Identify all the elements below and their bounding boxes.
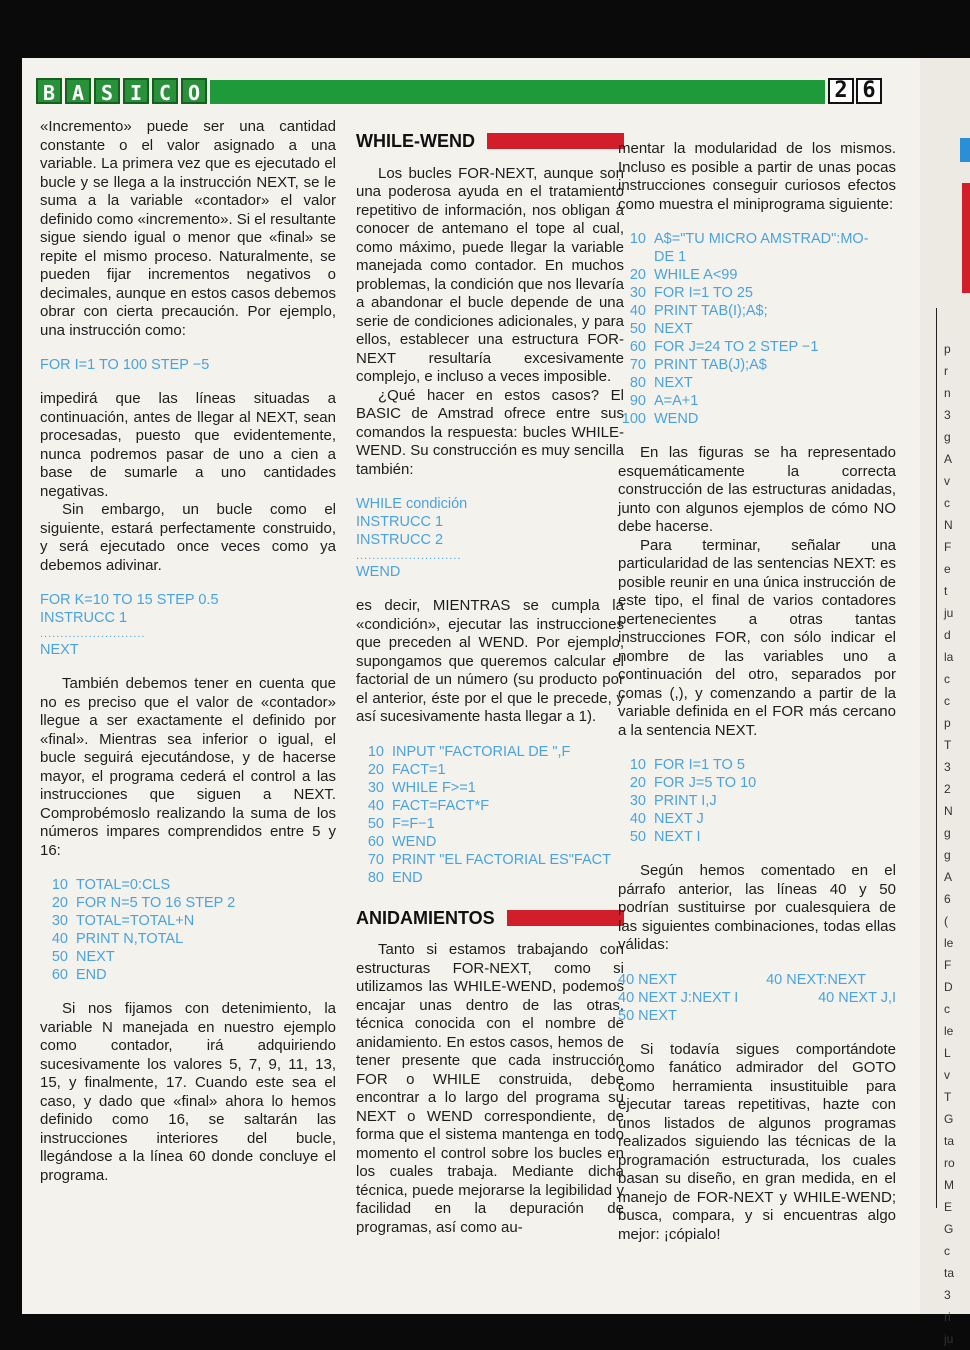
paragraph: mentar la modularidad de los mismos. Incluso es posible a partir de unas pocas instrucciones conseguir curiosos efectos como muestra el miniprograma siguiente: (618, 140, 896, 213)
code-text: A=A+1 (654, 393, 699, 409)
line-number: 20 (367, 761, 384, 778)
code-line (618, 302, 896, 320)
code-text: FOR J=24 TO 2 STEP −1 (654, 339, 819, 355)
column-3 (618, 140, 896, 1244)
column-2 (330, 132, 624, 1237)
code-line (40, 930, 336, 948)
section-title: ANIDAMIENTOS (356, 907, 495, 928)
code-line: INSTRUCC 1 (356, 514, 444, 530)
code-text: FACT=FACT*F (392, 797, 490, 814)
page-number (828, 78, 882, 104)
code-text: TOTAL=0:CLS (76, 877, 171, 893)
line-number: 50 (51, 949, 68, 965)
text-fragment: r (944, 364, 948, 378)
text-fragment: ta (944, 1134, 955, 1148)
code-ellipsis: .......................... (356, 550, 462, 562)
text-fragment: ju (944, 606, 954, 620)
text-fragment: le (944, 1024, 954, 1038)
logo-letter: B (36, 78, 62, 104)
line-number: 20 (629, 775, 646, 791)
text-fragment: ( (944, 914, 948, 928)
logo-letter: S (94, 78, 120, 104)
paragraph: Tanto si estamos trabajando con estructuras FOR-NEXT, como si utilizamos las WHILE-WEND, podemos encajar unas dentro de las otras, técnica conocida con el nombre de anidamiento. En estos casos, hemos de tener presente que cada instrucción FOR o WHILE construida, debe encontrar a lo largo del programa su NEXT o WEND correspondiente, de forma que el sistema mantenga en todo momento el control sobre los bucles en los cuales trabaja. Mediante dicha técnica, puede mejorarse la legibilidad y facilidad en la depuración de programas, así como au- (356, 941, 624, 1236)
text-fragment: v (944, 1068, 950, 1082)
text-fragment: 2 (944, 782, 951, 796)
paragraph: Según hemos comentado en el párrafo anterior, las líneas 40 y 50 podrían sustituirse por cualesquiera de las siguientes combinaciones, todas ellas válidas: (618, 862, 896, 953)
code-line (40, 876, 336, 894)
code-line: 40 NEXT J:NEXT I (618, 989, 739, 1006)
code-text: WHILE F>=1 (392, 779, 476, 796)
code-line (618, 248, 896, 266)
code-line (356, 779, 624, 797)
logo-letter: C (152, 78, 178, 104)
code-text: PRINT TAB(J);A$ (654, 357, 767, 373)
code-line (356, 833, 624, 851)
red-marker (962, 183, 970, 293)
line-number: 100 (621, 411, 646, 427)
code-line: WHILE condición (356, 496, 468, 512)
line-number: 70 (367, 851, 384, 868)
text-fragment: g (944, 848, 951, 862)
blue-marker (960, 138, 970, 162)
code-combination-row (618, 989, 896, 1007)
paragraph: Sin embargo, un bucle como el siguiente, estará perfectamente construido, y será ejecutado once veces como ya debemos adivinar. (40, 501, 336, 574)
text-fragment: G (944, 1112, 954, 1126)
logo-letter: O (181, 78, 207, 104)
text-fragment: c (944, 1244, 950, 1258)
text-fragment: L (944, 1046, 951, 1060)
code-combination-row (618, 1007, 896, 1025)
text-fragment: le (944, 936, 954, 950)
code-line (618, 792, 896, 810)
code-text: WEND (654, 411, 699, 427)
page-number-digit: 2 (828, 78, 854, 104)
code-text: F=F−1 (392, 815, 435, 832)
header-green-bar (210, 80, 825, 104)
code-line: 40 NEXT (618, 971, 677, 988)
text-fragment: v (944, 474, 950, 488)
code-line: 40 NEXT J,I (818, 989, 896, 1006)
paragraph: «Incremento» puede ser una cantidad constante o el valor asignado a una variable. La primera vez que es ejecutado el bucle y se llega a la instrucción NEXT, se le suma a la variable «contador» el valor definido como «incremento». Si el resultante sigue siendo igual o menor que «final» se repite el mismo proceso. Naturalmente, se pueden fijar incrementos negativos o decimales, aunque en estos casos debemos obrar con cierta precaución. Por ejemplo, una instrucción como: (40, 118, 337, 339)
line-number: 20 (629, 267, 646, 283)
line-number: 30 (629, 793, 646, 809)
code-combination-row (618, 971, 896, 989)
paragraph: impedirá que las líneas situadas a continuación, antes de llegar al NEXT, sean procesadas, puesto que evidentemente, nunca podremos pasar de uno a cien a base de sumarle a uno cantidades negativas. (40, 390, 336, 500)
text-fragment: N (944, 518, 953, 532)
code-line (618, 284, 896, 302)
code-line (618, 374, 896, 392)
line-number: 20 (51, 895, 68, 911)
column-rule (936, 308, 937, 1208)
text-fragment: ro (944, 1156, 955, 1170)
code-line: NEXT (40, 642, 79, 658)
text-fragment: c (944, 496, 950, 510)
text-fragment: T (944, 1090, 952, 1104)
code-text: WEND (392, 833, 437, 850)
code-line (356, 797, 624, 815)
paragraph: También debemos tener en cuenta que no es preciso que el valor de «contador» llegue a ser exactamente el definido por «final». Mientras sea inferior o igual, el bucle seguirá ejecutándose, y de hacerse mayor, el programa cederá el control a las instrucciones que siguen a NEXT. Comprobémoslo realizando la suma de los números impares comprendidos entre 5 y 16: (40, 675, 336, 859)
line-number: 10 (367, 743, 384, 760)
code-line: 50 NEXT (618, 1007, 677, 1024)
code-line: INSTRUCC 2 (356, 532, 444, 548)
text-fragment: d (944, 628, 951, 642)
section-heading-anidamientos (356, 909, 624, 928)
code-ellipsis: .......................... (40, 628, 146, 640)
line-number: 10 (629, 231, 646, 247)
heading-red-bar (507, 910, 624, 926)
text-fragment: D (944, 980, 953, 994)
text-fragment: E (944, 1200, 953, 1214)
code-line (618, 392, 896, 410)
text-fragment: A (944, 870, 953, 884)
code-line: FOR I=1 TO 100 STEP −5 (40, 357, 210, 373)
code-text: FOR I=1 TO 25 (654, 285, 753, 301)
code-listing (40, 876, 336, 984)
line-number: 60 (51, 967, 68, 983)
text-fragment: ta (944, 1266, 955, 1280)
paragraph: Si nos fijamos con detenimiento, la variable N manejada en nuestro ejemplo como contador, irá adquiriendo sucesivamente los valores 5, 7, 9, 11, 13, 15, y finalmente, 17. Cuando este sea el caso, y dado que «final» ahora lo hemos definido como 16, se saltarán las instrucciones interiores del bucle, llegándose a la línea 60 donde concluye el programa. (40, 1000, 336, 1184)
paragraph: Para terminar, señalar una particularidad de las sentencias NEXT: es posible reunir en una única instrucción de este tipo, el final de varios contadores pertenecientes a otras tantas instrucciones FOR, con sólo indicar el nombre de las variables uno a continuación del otro, separados por comas (,), y comenzando a partir de la variable definida en el FOR más cercano a la sentencia NEXT. (618, 536, 896, 739)
code-line (356, 761, 624, 779)
line-number: 80 (367, 869, 384, 886)
code-text: TOTAL=TOTAL+N (76, 913, 195, 929)
text-fragment: p (944, 342, 951, 356)
text-fragment: ju (944, 1332, 954, 1346)
text-fragment: 6 (944, 892, 951, 906)
code-text: FOR J=5 TO 10 (654, 775, 757, 791)
line-number: 40 (51, 931, 68, 947)
text-fragment: c (944, 694, 950, 708)
code-text: A$="TU MICRO AMSTRAD":MO- (654, 231, 869, 247)
code-text: FACT=1 (392, 761, 446, 778)
code-text: FOR I=1 TO 5 (654, 757, 745, 773)
code-line (40, 966, 336, 984)
code-line: INSTRUCC 1 (40, 610, 128, 626)
adjacent-page-edge (920, 58, 970, 1346)
text-fragment: c (944, 672, 950, 686)
text-fragment: A (944, 452, 953, 466)
code-line: 40 NEXT:NEXT (766, 971, 866, 988)
section-heading-while-wend (356, 132, 624, 151)
text-fragment: t (944, 584, 948, 598)
line-number: 30 (629, 285, 646, 301)
code-text: NEXT (654, 321, 693, 337)
text-fragment: M (944, 1178, 954, 1192)
line-number: 50 (629, 321, 646, 337)
text-fragment: g (944, 826, 951, 840)
line-number: 60 (629, 339, 646, 355)
line-number: 50 (367, 815, 384, 832)
code-line (618, 810, 896, 828)
column-1 (40, 118, 336, 1185)
text-fragment: T (944, 738, 952, 752)
line-number: 60 (367, 833, 384, 850)
heading-red-bar (487, 133, 624, 149)
code-line (618, 338, 896, 356)
text-fragment: 3 (944, 408, 951, 422)
text-fragment: N (944, 804, 953, 818)
code-text: INPUT "FACTORIAL DE ",F (392, 743, 571, 760)
line-number: 80 (629, 375, 646, 391)
code-text: PRINT "EL FACTORIAL ES"FACT (392, 851, 611, 868)
code-line (618, 828, 896, 846)
section-title: WHILE-WEND (356, 131, 475, 151)
paragraph: Los bucles FOR-NEXT, aunque son una poderosa ayuda en el tratamiento repetitivo de información, nos obligan a conocer de antemano el tope al cual, como máximo, puede llegar la variable manejada como contador. En muchos problemas, la condición que nos llevaría a abandonar el bucle depende de una serie de condiciones adicionales, y para ellos, establecer una estructura FOR-NEXT resultaría excesivamente complejo, e incluso a veces imposible. (356, 164, 624, 385)
code-line (618, 320, 896, 338)
text-fragment: G (944, 1222, 954, 1236)
line-number: 90 (629, 393, 646, 409)
code-text: PRINT N,TOTAL (76, 931, 184, 947)
line-number: 70 (629, 357, 646, 373)
code-text: DE 1 (654, 249, 687, 265)
text-fragment: n (944, 386, 951, 400)
code-line (40, 894, 336, 912)
line-number: 30 (51, 913, 68, 929)
code-line (356, 743, 624, 761)
code-line (356, 815, 624, 833)
code-text: PRINT I,J (654, 793, 717, 809)
text-fragment: p (944, 716, 951, 730)
line-number: 50 (629, 829, 646, 845)
code-listing (618, 756, 896, 846)
code-line (356, 851, 624, 869)
code-line (356, 869, 624, 887)
code-line (618, 774, 896, 792)
text-fragment: F (944, 958, 952, 972)
code-text: PRINT TAB(I);A$; (654, 303, 768, 319)
text-fragment: F (944, 540, 952, 554)
code-line: FOR K=10 TO 15 STEP 0.5 (40, 592, 219, 608)
line-number: 10 (51, 877, 68, 893)
code-text: WHILE A<99 (654, 267, 738, 283)
code-line (618, 266, 896, 284)
text-fragment: ri (944, 1310, 951, 1324)
line-number: 30 (367, 779, 384, 796)
code-text: NEXT I (654, 829, 701, 845)
page-number-digit: 6 (856, 78, 882, 104)
code-line (40, 948, 336, 966)
text-fragment: 3 (944, 1288, 951, 1302)
paragraph: ¿Qué hacer en estos casos? El BASIC de Amstrad ofrece entre sus comandos la respuesta: bucles WHILE-WEND. Su construcción es muy sencilla también: (356, 386, 624, 478)
text-fragment: c (944, 1002, 950, 1016)
text-fragment: 3 (944, 760, 951, 774)
code-line (618, 356, 896, 374)
code-listing (618, 230, 896, 428)
line-number: 10 (629, 757, 646, 773)
code-text: END (392, 869, 423, 886)
code-line (40, 912, 336, 930)
code-text: NEXT J (654, 811, 704, 827)
code-text: NEXT (76, 949, 115, 965)
code-line (618, 756, 896, 774)
paragraph: En las figuras se ha representado esquemáticamente la correcta construcción de las estructuras anidadas, junto con algunos ejemplos de cómo NO debe hacerse. (618, 444, 896, 535)
text-fragment: g (944, 430, 951, 444)
text-fragment: la (944, 650, 954, 664)
section-logo-basico (36, 78, 207, 104)
logo-letter: I (123, 78, 149, 104)
line-number: 40 (629, 303, 646, 319)
code-line (618, 230, 896, 248)
line-number: 40 (629, 811, 646, 827)
code-line: WEND (356, 564, 401, 580)
code-line (618, 410, 896, 428)
code-listing (356, 743, 624, 887)
line-number: 40 (367, 797, 384, 814)
code-text: END (76, 967, 107, 983)
code-text: NEXT (654, 375, 693, 391)
cropped-text-fragments (944, 338, 955, 1350)
paragraph: Si todavía sigues comportándote como fanático admirador del GOTO como herramienta insustituible para ejecutar tareas repetitivas, hazte con unos listados de algunos programas realizados siguiendo las técnicas de la programación estructurada, los cuales basan su diseño, en gran medida, en el manejo de FOR-NEXT y WHILE-WEND; busca, compara, y si encuentras algo mejor: ¡cópialo! (618, 1040, 896, 1243)
text-fragment: e (944, 562, 951, 576)
logo-letter: A (65, 78, 91, 104)
paragraph: es decir, MIENTRAS se cumpla la «condición», ejecutar las instrucciones que preceden al WEND. Por ejemplo, supongamos que queremos calcular el factorial de un número (su producto por el anterior, éste por el que le precede, y así sucesivamente hasta llegar a 1). (356, 597, 624, 725)
code-text: FOR N=5 TO 16 STEP 2 (76, 895, 236, 911)
